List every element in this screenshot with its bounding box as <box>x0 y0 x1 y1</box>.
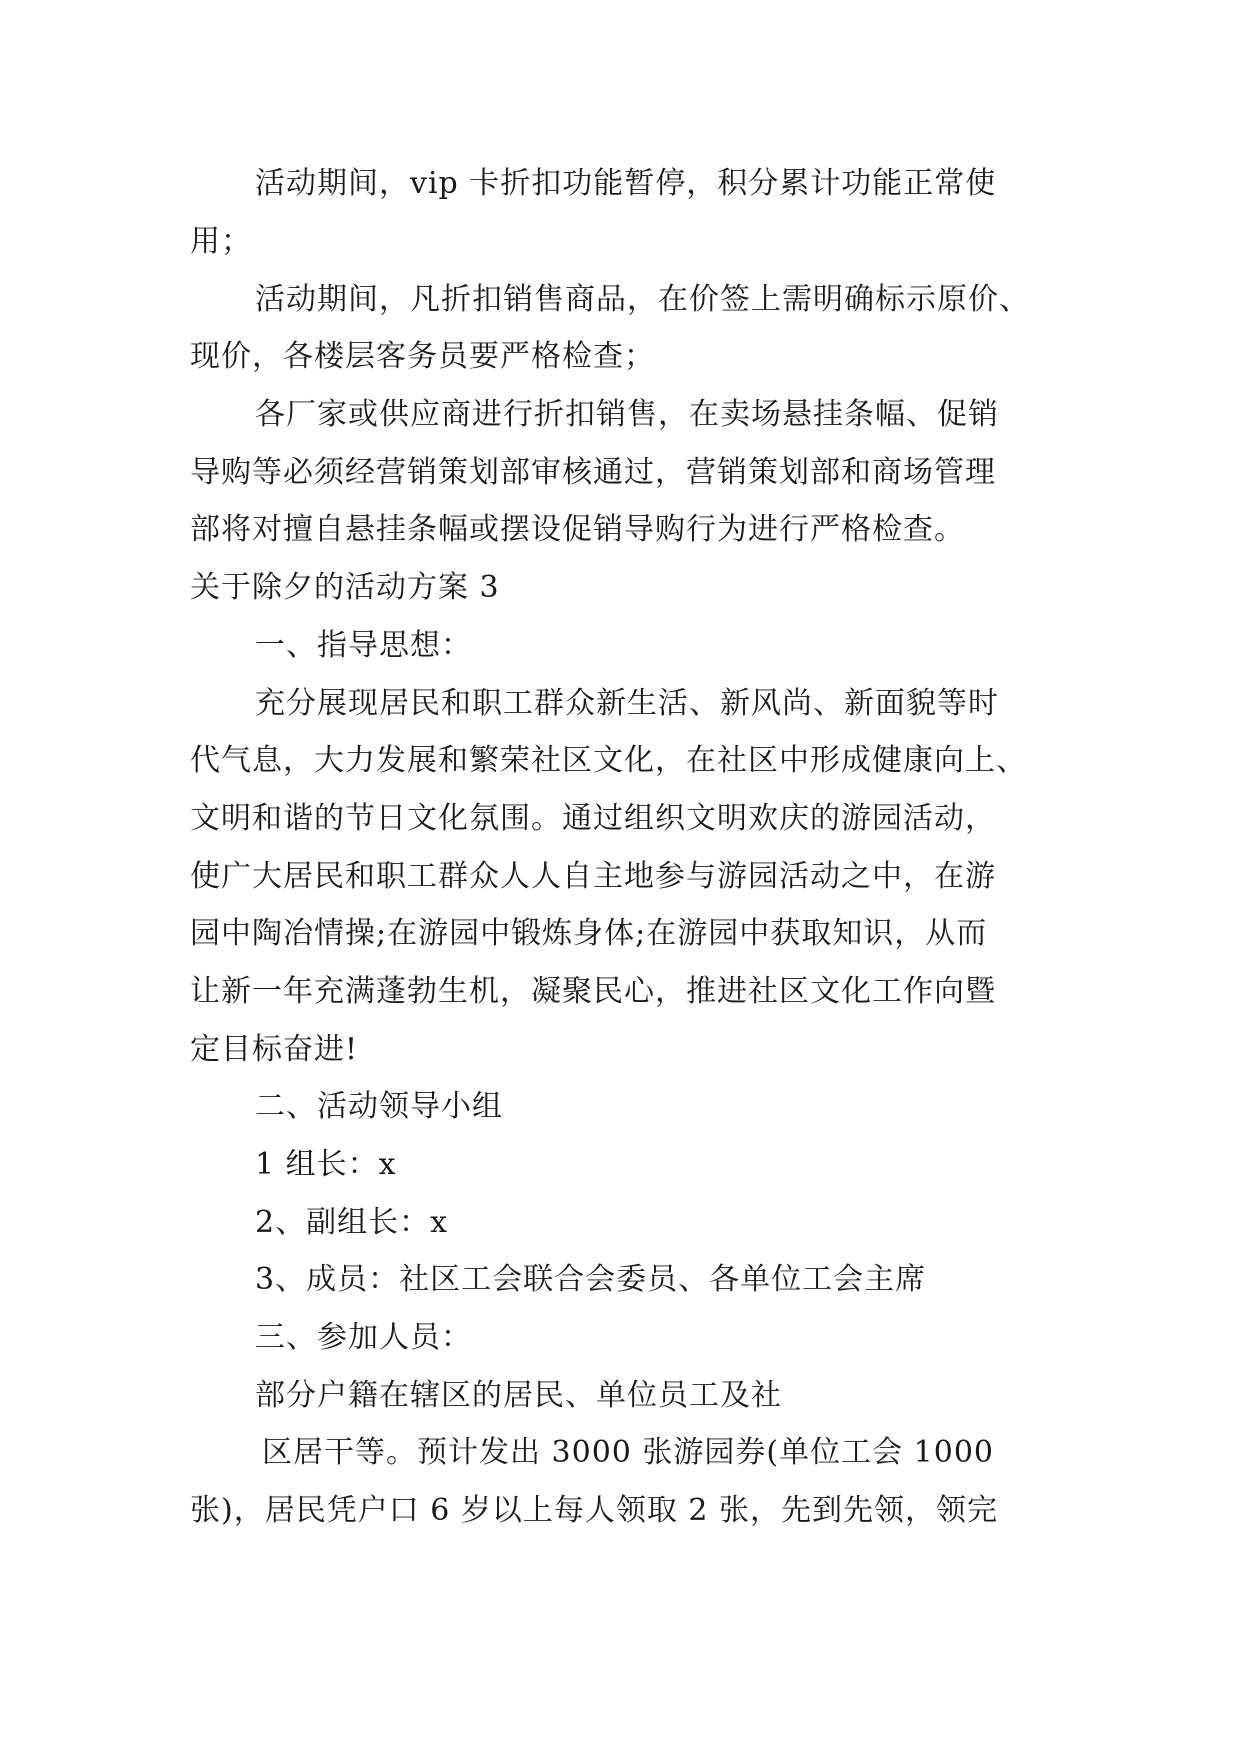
list-item: 1 组长：x <box>255 1147 397 1182</box>
text-line: 活动期间，vip 卡折扣功能暂停，积分累计功能正常使 <box>255 166 997 201</box>
text-line: 部分户籍在辖区的居民、单位员工及社 <box>255 1378 782 1413</box>
text-line: 区居干等。预计发出 3000 张游园券(单位工会 1000 <box>262 1435 995 1470</box>
list-item: 2、副组长：x <box>255 1205 449 1240</box>
text-line: 现价，各楼层客务员要严格检查； <box>190 339 655 374</box>
text-line: 园中陶冶情操;在游园中锻炼身体;在游园中获取知识，从而 <box>190 916 988 951</box>
text-line: 用； <box>190 224 252 259</box>
subheading: 三、参加人员： <box>255 1320 472 1355</box>
subheading: 一、指导思想： <box>255 628 472 663</box>
list-item: 3、成员：社区工会联合会委员、各单位工会主席 <box>255 1262 927 1297</box>
text-line: 各厂家或供应商进行折扣销售，在卖场悬挂条幅、促销 <box>255 397 999 432</box>
text-line: 张)，居民凭户口 6 岁以上每人领取 2 张，先到先领，领完 <box>190 1493 999 1528</box>
text-line: 部将对擅自悬挂条幅或摆设促销导购行为进行严格检查。 <box>190 512 965 547</box>
text-line: 让新一年充满蓬勃生机，凝聚民心，推进社区文化工作向暨 <box>190 974 996 1009</box>
text-line: 代气息，大力发展和繁荣社区文化，在社区中形成健康向上、 <box>190 743 1027 778</box>
subheading: 二、活动领导小组 <box>255 1089 503 1124</box>
text-line: 导购等必须经营销策划部审核通过，营销策划部和商场管理 <box>190 455 996 490</box>
text-line: 使广大居民和职工群众人人自主地参与游园活动之中，在游 <box>190 859 996 894</box>
text-line: 文明和谐的节日文化氛围。通过组织文明欢庆的游园活动， <box>190 801 996 836</box>
text-line: 活动期间，凡折扣销售商品，在价签上需明确标示原价、 <box>255 282 1030 317</box>
section-heading: 关于除夕的活动方案 3 <box>190 570 500 605</box>
text-line: 定目标奋进! <box>190 1032 359 1067</box>
text-line: 充分展现居民和职工群众新生活、新风尚、新面貌等时 <box>255 686 999 721</box>
